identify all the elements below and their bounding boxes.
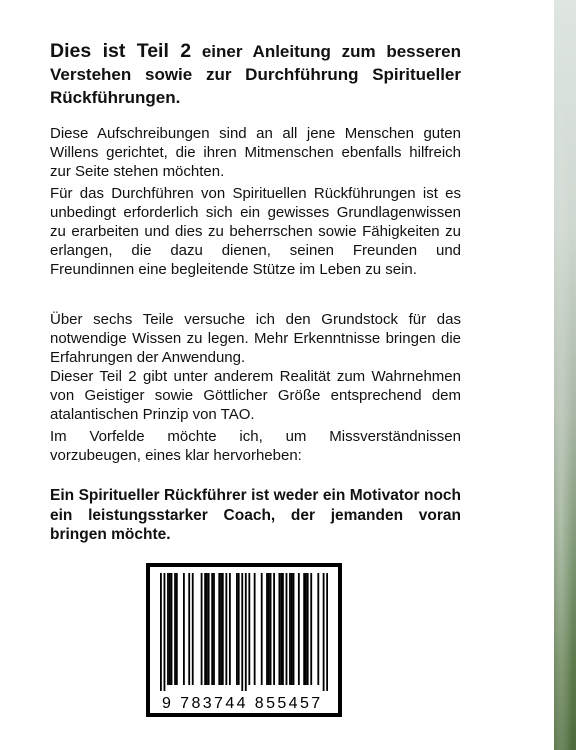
barcode-bar (293, 573, 295, 685)
barcode-bar (222, 573, 224, 685)
barcode-bar (266, 573, 268, 685)
barcode-box (146, 563, 342, 717)
barcode-bar (248, 573, 250, 685)
paragraph-audience: Diese Aufschreibungen sind an all jene Menschen guten Willens gerichtet, die ihren Mitmenschen ebenfalls hilfreich zur Seite stehen möchten. (50, 125, 461, 180)
barcode-bar (213, 573, 215, 685)
paragraph-preface: Im Vorfelde möchte ich, um Missverständnissen vorzubeugen, eines klar hervorheben: (50, 428, 461, 464)
barcode-bar (169, 573, 171, 685)
barcode-bar (305, 573, 307, 685)
barcode-bar (167, 573, 169, 685)
paragraph-requirements: Für das Durchführen von Spirituellen Rückführungen ist es unbedingt erforderlich sich ein gewisses Grundlagenwissen zu erarbeiten und dies zu beherrschen sowie Fähigkeiten zu erlangen, die dazu dienen, seinen Freunden und Freundinnen eine begleitende Stütze im Leben zu sein. (50, 185, 461, 278)
barcode-bar (160, 573, 162, 691)
barcode-bar (241, 573, 243, 691)
barcode-bar (278, 573, 280, 685)
barcode-bar (289, 573, 291, 685)
heading-lead: Dies ist Teil 2 (50, 40, 192, 62)
barcode-bar (211, 573, 213, 685)
barcode-bar (298, 573, 300, 685)
heading-rest: einer Anleitung zum besseren Verstehen sowie zur Durchführung Spiritueller Rückführungen. (50, 42, 461, 107)
barcode-bar (291, 573, 293, 685)
barcode-bar (206, 573, 208, 685)
barcode-bar (176, 573, 178, 685)
barcode-bar (220, 573, 222, 685)
barcode-bar (261, 573, 263, 685)
barcode-bar (245, 573, 247, 691)
barcode-bar (286, 573, 288, 685)
barcode-bar (303, 573, 305, 685)
barcode-bar (225, 573, 227, 685)
barcode-bar (229, 573, 231, 685)
barcode-bar (317, 573, 319, 685)
barcode-bar (192, 573, 194, 685)
barcode-bar (164, 573, 166, 691)
barcode-bar (201, 573, 203, 685)
barcode-bar (270, 573, 272, 685)
cover-heading (50, 40, 461, 109)
barcode-bar (273, 573, 275, 685)
paragraph-emphasis: Ein Spiritueller Rückführer ist weder ein Motivator noch ein leistungsstarker Coach, der jemanden voran bringen möchte. (50, 487, 461, 543)
barcode-bar (282, 573, 284, 685)
barcode-bar (208, 573, 210, 685)
barcode-bar (310, 573, 312, 685)
barcode-bar (238, 573, 240, 685)
isbn-number: 9 783744 855457 (162, 695, 323, 712)
barcode-bar (188, 573, 190, 685)
barcode-bar (171, 573, 173, 685)
barcode-bar (183, 573, 185, 685)
barcode-bar (254, 573, 256, 685)
barcode-bar (307, 573, 309, 685)
barcode-bar (174, 573, 176, 685)
landscape-photo-strip (554, 0, 576, 750)
paragraph-series: Über sechs Teile versuche ich den Grundstock für das notwendige Wissen zu legen. Mehr Erkenntnisse bringen die Erfahrungen der Anwendung. Dieser Teil 2 gibt unter anderem Realität zum Wahrnehmen von Geistiger sowie Göttlicher Größe entsprechend dem atalantischen Prinzip von TAO. (50, 311, 461, 423)
barcode-bar (280, 573, 282, 685)
barcode-bar (326, 573, 328, 691)
barcode-bar (323, 573, 325, 691)
barcode-bar (204, 573, 206, 685)
barcode-bar (236, 573, 238, 685)
barcode-bar (268, 573, 270, 685)
barcode-bars (160, 573, 328, 691)
barcode-bar (218, 573, 220, 685)
